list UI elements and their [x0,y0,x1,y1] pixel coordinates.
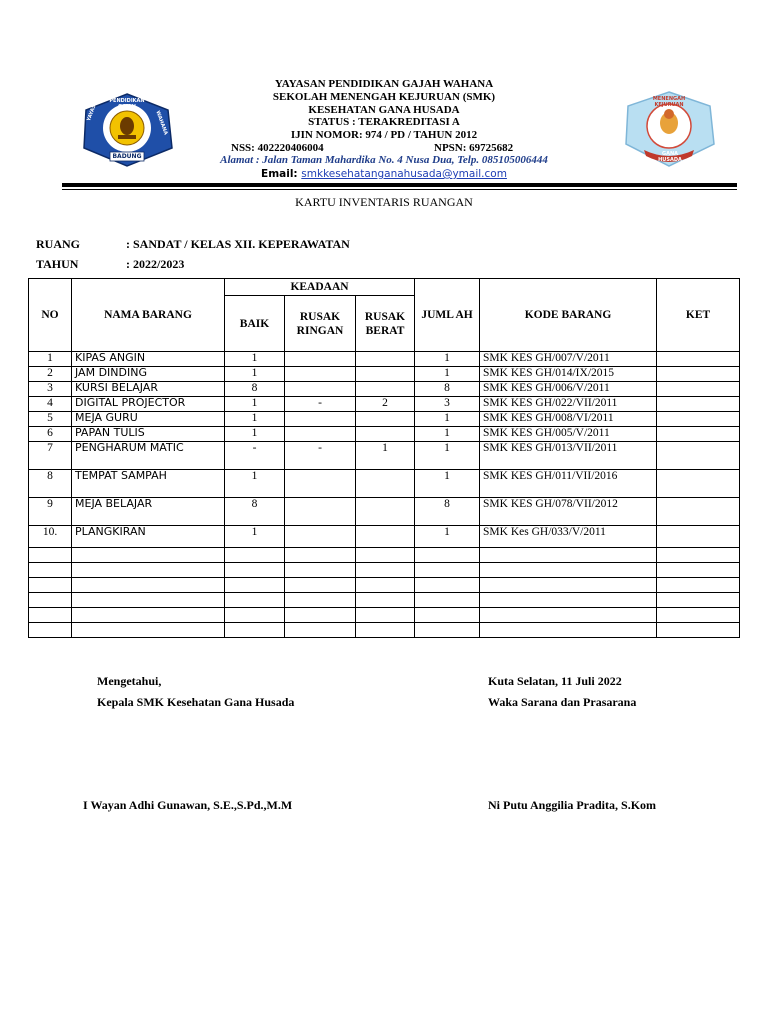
row-baik: 1 [225,427,285,442]
row-rusak-ringan [285,382,356,397]
empty-table-row [29,578,740,593]
empty-cell [356,563,415,578]
accreditation-status: STATUS : TERAKREDITASI A [308,116,460,128]
row-no: 6 [29,427,72,442]
row-jumlah: 1 [415,367,480,382]
row-jumlah: 1 [415,412,480,427]
row-jumlah: 1 [415,352,480,367]
empty-cell [72,548,225,563]
row-baik: 1 [225,526,285,548]
row-rusak-ringan [285,470,356,498]
row-no: 8 [29,470,72,498]
empty-table-row [29,593,740,608]
empty-cell [72,563,225,578]
empty-cell [285,593,356,608]
row-nama-barang: MEJA GURU [72,412,225,427]
row-baik: 1 [225,397,285,412]
row-no: 9 [29,498,72,526]
row-nama-barang: TEMPAT SAMPAH [72,470,225,498]
row-rusak-ringan [285,498,356,526]
row-no: 5 [29,412,72,427]
ruang-value: : SANDAT / KELAS XII. KEPERAWATAN [126,237,350,251]
row-jumlah: 1 [415,427,480,442]
email-label: Email: [261,168,302,180]
empty-cell [480,593,657,608]
logo-arc-text: MENENGAH KEJURUAN [652,96,686,108]
row-ket [657,397,740,412]
empty-cell [657,593,740,608]
yayasan-name: YAYASAN PENDIDIKAN GAJAH WAHANA [274,78,494,90]
row-rusak-berat [356,367,415,382]
school-type: SEKOLAH MENENGAH KEJURUAN (SMK) [272,91,496,103]
empty-cell [72,608,225,623]
tahun-value: : 2022/2023 [126,257,185,271]
school-address: Alamat : Jalan Taman Mahardika No. 4 Nusa Dua, Telp. 085105006444 [220,154,548,166]
empty-cell [72,623,225,638]
row-kode-barang: SMK KES GH/022/VII/2011 [480,397,657,412]
empty-cell [285,608,356,623]
row-rusak-berat [356,427,415,442]
school-name: KESEHATAN GANA HUSADA [308,104,460,116]
row-kode-barang: SMK KES GH/005/V/2011 [480,427,657,442]
row-baik: 1 [225,412,285,427]
empty-table-row [29,548,740,563]
row-ket [657,526,740,548]
empty-cell [356,593,415,608]
row-jumlah: 1 [415,526,480,548]
row-ket [657,498,740,526]
sign-left-greeting: Mengetahui, [97,674,162,688]
row-rusak-berat [356,498,415,526]
empty-cell [29,578,72,593]
row-baik: 1 [225,470,285,498]
row-rusak-berat [356,412,415,427]
table-row [29,412,740,427]
row-rusak-ringan [285,352,356,367]
row-jumlah: 8 [415,382,480,397]
document-title: KARTU INVENTARIS RUANGAN [295,195,473,209]
sign-left-name: I Wayan Adhi Gunawan, S.E.,S.Pd.,M.M [83,798,293,812]
empty-cell [225,548,285,563]
header-divider-thin [62,189,737,190]
sign-right-position: Waka Sarana dan Prasarana [488,695,637,709]
sign-right-place-date: Kuta Selatan, 11 Juli 2022 [488,674,622,688]
row-rusak-berat [356,470,415,498]
empty-cell [29,548,72,563]
email-link[interactable]: smkkesehatanganahusada@ymail.com [301,168,507,180]
row-jumlah: 8 [415,498,480,526]
row-kode-barang: SMK KES GH/011/VII/2016 [480,470,657,498]
table-row [29,442,740,470]
permit-number: IJIN NOMOR: 974 / PD / TAHUN 2012 [290,129,478,141]
row-no: 2 [29,367,72,382]
row-no: 10. [29,526,72,548]
nss-number: NSS: 402220406004 [231,142,324,154]
row-kode-barang: SMK KES GH/006/V/2011 [480,382,657,397]
empty-cell [285,578,356,593]
empty-cell [285,563,356,578]
table-row [29,526,740,548]
row-ket [657,382,740,397]
row-baik: 1 [225,367,285,382]
empty-cell [415,563,480,578]
empty-cell [356,548,415,563]
row-jumlah: 1 [415,442,480,470]
empty-cell [72,578,225,593]
empty-cell [225,608,285,623]
header-divider-thick [62,183,737,187]
row-jumlah: 1 [415,470,480,498]
row-nama-barang: DIGITAL PROJECTOR [72,397,225,412]
tahun-label: TAHUN [36,257,79,271]
row-rusak-berat: 1 [356,442,415,470]
table-row [29,427,740,442]
col-jumlah: JUML AH [415,279,480,352]
empty-cell [415,578,480,593]
empty-table-row [29,563,740,578]
table-row [29,367,740,382]
row-rusak-berat [356,382,415,397]
row-ket [657,352,740,367]
table-row [29,382,740,397]
empty-table-row [29,623,740,638]
row-no: 1 [29,352,72,367]
row-no: 7 [29,442,72,470]
logo-text-bottom: BADUNG [112,153,142,160]
empty-cell [72,593,225,608]
row-kode-barang: SMK KES GH/013/VII/2011 [480,442,657,470]
row-ket [657,470,740,498]
row-nama-barang: KIPAS ANGIN [72,352,225,367]
row-rusak-berat: 2 [356,397,415,412]
empty-cell [657,578,740,593]
row-kode-barang: SMK KES GH/014/IX/2015 [480,367,657,382]
empty-cell [480,578,657,593]
row-baik: 1 [225,352,285,367]
empty-cell [415,623,480,638]
row-ket [657,442,740,470]
row-nama-barang: PAPAN TULIS [72,427,225,442]
empty-cell [657,608,740,623]
school-email-line [0,168,768,181]
empty-cell [225,593,285,608]
logo-text-top: PENDIDIKAN GAJAH [109,98,145,110]
empty-cell [480,563,657,578]
empty-cell [415,593,480,608]
empty-cell [225,623,285,638]
row-nama-barang: PENGHARUM MATIC [72,442,225,470]
inventory-table [28,278,740,638]
table-row [29,352,740,367]
col-ket: KET [657,279,740,352]
col-rusak-ringan: RUSAK RINGAN [285,296,356,352]
col-baik: BAIK [225,296,285,352]
logo-ribbon-text: GANA HUSADA [658,151,682,163]
logo-text-right: WAHANA [154,110,169,136]
ruang-label: RUANG [36,237,80,251]
sign-left-position: Kepala SMK Kesehatan Gana Husada [97,695,295,709]
col-no: NO [29,279,72,352]
row-nama-barang: PLANGKIRAN [72,526,225,548]
row-nama-barang: MEJA BELAJAR [72,498,225,526]
empty-cell [480,608,657,623]
row-no: 3 [29,382,72,397]
row-kode-barang: SMK KES GH/007/V/2011 [480,352,657,367]
row-ket [657,367,740,382]
table-row [29,470,740,498]
row-nama-barang: JAM DINDING [72,367,225,382]
empty-cell [225,578,285,593]
empty-cell [657,563,740,578]
row-no: 4 [29,397,72,412]
row-ket [657,412,740,427]
row-baik: - [225,442,285,470]
empty-cell [225,563,285,578]
empty-cell [356,623,415,638]
empty-cell [29,593,72,608]
empty-cell [480,623,657,638]
empty-cell [415,608,480,623]
empty-cell [657,548,740,563]
row-rusak-ringan [285,412,356,427]
row-rusak-ringan: - [285,397,356,412]
empty-cell [415,548,480,563]
npsn-number: NPSN: 69725682 [434,142,514,154]
empty-cell [657,623,740,638]
col-kode-barang: KODE BARANG [480,279,657,352]
empty-cell [29,563,72,578]
empty-cell [356,578,415,593]
row-rusak-ringan [285,526,356,548]
logo-text-left: YAYASAN [86,96,101,123]
row-nama-barang: KURSI BELAJAR [72,382,225,397]
empty-cell [285,623,356,638]
row-jumlah: 3 [415,397,480,412]
row-rusak-ringan: - [285,442,356,470]
row-baik: 8 [225,382,285,397]
row-rusak-berat [356,352,415,367]
row-kode-barang: SMK Kes GH/033/V/2011 [480,526,657,548]
row-rusak-berat [356,526,415,548]
row-baik: 8 [225,498,285,526]
row-rusak-ringan [285,427,356,442]
table-row [29,397,740,412]
empty-cell [285,548,356,563]
row-ket [657,427,740,442]
col-nama-barang: NAMA BARANG [72,279,225,352]
empty-cell [480,548,657,563]
empty-cell [356,608,415,623]
table-row [29,498,740,526]
row-kode-barang: SMK KES GH/078/VII/2012 [480,498,657,526]
empty-cell [29,623,72,638]
sign-right-name: Ni Putu Anggilia Pradita, S.Kom [488,798,657,812]
row-kode-barang: SMK KES GH/008/VI/2011 [480,412,657,427]
col-rusak-berat: RUSAK BERAT [356,296,415,352]
empty-cell [29,608,72,623]
empty-table-row [29,608,740,623]
row-rusak-ringan [285,367,356,382]
col-keadaan: KEADAAN [225,279,415,296]
header-row [29,279,740,296]
